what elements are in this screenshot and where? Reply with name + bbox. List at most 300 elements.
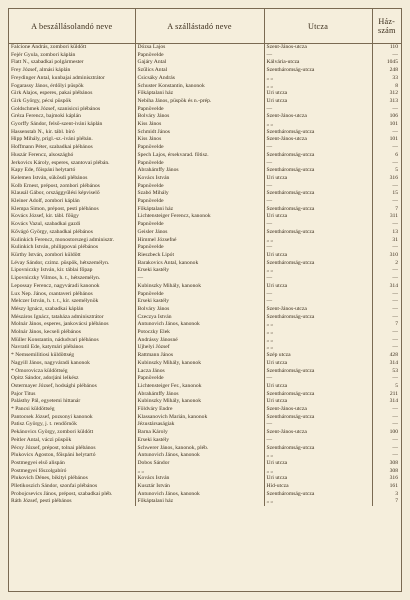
street-cell: —	[264, 198, 372, 206]
street-cell: Szentháromság-utcza	[264, 67, 372, 75]
street-cell: Úri utcza	[264, 460, 372, 468]
table-row	[9, 136, 401, 144]
guest-name-cell: Jerkovics Károly, esperes, szantovai plébán.	[9, 160, 135, 168]
table-row	[9, 321, 401, 329]
host-name-cell: Kubinszky Mihály, kanonok	[135, 398, 264, 406]
street-cell: Szentháromság-utcza	[264, 206, 372, 214]
guest-name-cell: Kovács Vazul, szabadkai gazdi	[9, 221, 135, 229]
table-row	[9, 98, 401, 106]
table-row	[9, 352, 401, 360]
host-name-cell: Főkáptalani ház	[135, 90, 264, 98]
house-number-cell: —	[392, 375, 398, 382]
street-cell: —	[264, 291, 372, 299]
host-name-cell: Kiss János	[135, 136, 264, 144]
guest-name-cell: Lepossay Ferencz, nagyváradi kanonok	[9, 283, 135, 291]
guest-name-cell: Postmegyei főszolgabíró	[9, 468, 135, 476]
street-cell: „ „	[264, 337, 372, 345]
host-name-cell: Schwerer János, kanonok, pléb.	[135, 445, 264, 453]
street-cell: Szentháromság-utcza	[264, 314, 372, 322]
table-row	[9, 275, 401, 283]
table-row	[9, 67, 401, 75]
guest-name-cell: Plletikoszich Sándor, szonfai plébános	[9, 483, 135, 491]
street-cell: —	[264, 275, 372, 283]
table-row	[9, 59, 401, 67]
guest-name-cell: Ráth József, pesti plébános	[9, 498, 135, 506]
street-cell: Szent-János-utcza	[264, 136, 372, 144]
table-row	[9, 129, 401, 137]
street-cell: —	[264, 221, 372, 229]
host-name-cell: Andrássy Jánosné	[135, 337, 264, 345]
table-row	[9, 244, 401, 252]
host-name-cell: Klassanovich Marián, kanonok	[135, 414, 264, 422]
table-row	[9, 213, 401, 221]
house-number-cell: 101	[389, 136, 398, 143]
house-number-cell: —	[392, 290, 398, 297]
guest-name-cell: Girk György, pécsi püspök	[9, 98, 135, 106]
lodging-register-table	[9, 9, 401, 506]
host-name-cell: Főkáptalani ház	[135, 206, 264, 214]
guest-name-cell: Falcione András, zombori küldött	[9, 44, 135, 52]
street-cell: —	[264, 52, 372, 60]
table-row	[9, 414, 401, 422]
host-name-cell: Kubinszky Mihály, kanonok	[135, 360, 264, 368]
house-number-cell: —	[392, 198, 398, 205]
guest-name-cell: Navratil Ede, katymári plébános	[9, 344, 135, 352]
house-number-cell: 314	[389, 359, 398, 366]
guest-name-cell: Lipovniczky István, kir. táblai főpap	[9, 267, 135, 275]
table-row	[9, 267, 401, 275]
street-cell: Híd-utcza	[264, 483, 372, 491]
table-row	[9, 175, 401, 183]
guest-name-cell: Gréza Ferencz, bajmoki káplán	[9, 113, 135, 121]
host-name-cell: Érseki kastély	[135, 267, 264, 275]
host-name-cell: Gajáry Antal	[135, 59, 264, 67]
guest-name-cell: Goldschmek József, szanisicsi plébános	[9, 106, 135, 114]
guest-name-cell: Ostermayer József, hodsághi plébános	[9, 383, 135, 391]
table-row	[9, 498, 401, 506]
guest-name-cell: Lipovniczky Vilmos, h. t., hétszemélyn.	[9, 275, 135, 283]
street-cell: —	[264, 160, 372, 168]
street-cell: Szentháromság-utcza	[264, 260, 372, 268]
guest-name-cell: Lévay Sándor, czimz. püspök, hétszemélyn.	[9, 260, 135, 268]
table-row	[9, 167, 401, 175]
house-number-cell: 5	[395, 382, 398, 389]
table-row	[9, 113, 401, 121]
street-cell: —	[264, 421, 372, 429]
guest-name-cell: Hassenstab N., kir. tábl. bíró	[9, 129, 135, 137]
house-number-cell: —	[392, 244, 398, 251]
table-row	[9, 344, 401, 352]
house-number-cell: 13	[392, 228, 398, 235]
house-number-cell: 313	[389, 97, 398, 104]
guest-name-cell: Melczer István, h. t. t., kir. személynök	[9, 298, 135, 306]
house-number-cell: —	[392, 298, 398, 305]
table-row	[9, 83, 401, 91]
table-row	[9, 460, 401, 468]
house-number-cell: 33	[392, 74, 398, 81]
street-cell: Úri utcza	[264, 98, 372, 106]
host-name-cell: Ábrahámffy János	[135, 167, 264, 175]
host-name-cell: Papnövelde	[135, 160, 264, 168]
house-number-cell: 8	[395, 82, 398, 89]
street-cell: „ „	[264, 83, 372, 91]
guest-name-cell: Klempa Simon, prépost, pesti plébános	[9, 206, 135, 214]
table-row	[9, 383, 401, 391]
house-number-cell: 248	[389, 67, 398, 74]
host-name-cell: Bolváry János	[135, 306, 264, 314]
host-name-cell: Ujhelyi József	[135, 344, 264, 352]
column-header-street: Utcza	[264, 9, 372, 44]
house-number-cell: 314	[389, 282, 398, 289]
guest-name-cell: Fejér Gyula, zombori káplán	[9, 52, 135, 60]
street-cell: „ „	[264, 329, 372, 337]
host-name-cell: Dobos Sándor	[135, 460, 264, 468]
guest-name-cell: Pajor Titus	[9, 391, 135, 399]
street-cell: Szent-János-utcza	[264, 113, 372, 121]
house-number-cell: 6	[395, 151, 398, 158]
host-name-cell: Rieszbeck Lipót	[135, 252, 264, 260]
guest-name-cell: Hoffmann Péter, szabadkai plébános	[9, 144, 135, 152]
street-cell: Szép utcza	[264, 352, 372, 360]
guest-name-cell: Mészy Ignácz, szabadkai káplán	[9, 306, 135, 314]
table-row	[9, 144, 401, 152]
host-name-cell: —	[135, 275, 264, 283]
table-row	[9, 52, 401, 60]
street-cell: —	[264, 244, 372, 252]
street-cell: Szentháromság-utcza	[264, 129, 372, 137]
guest-name-cell: Klausál Gábor, országgyűlési képviselő	[9, 190, 135, 198]
street-cell: „ „	[264, 237, 372, 245]
guest-name-cell: Fogarassy János, érdőlyi püspök	[9, 83, 135, 91]
house-number-cell: 316	[389, 475, 398, 482]
street-cell: Szentháromság-utcza	[264, 167, 372, 175]
host-name-cell: Papnövelde	[135, 106, 264, 114]
table-row	[9, 452, 401, 460]
house-number-cell: 7	[395, 205, 398, 212]
host-name-cell: Ábrahámffy János	[135, 391, 264, 399]
house-number-cell: 308	[389, 459, 398, 466]
table-row	[9, 360, 401, 368]
street-cell: „ „	[264, 452, 372, 460]
table-row	[9, 429, 401, 437]
host-name-cell: Antunovich János, kanonok	[135, 452, 264, 460]
house-number-cell: 161	[389, 483, 398, 490]
host-name-cell: Bolváry János	[135, 113, 264, 121]
host-name-cell: Barna Károly	[135, 429, 264, 437]
guest-name-cell: Kulinkich István, philippovai plébános	[9, 244, 135, 252]
host-name-cell: Antunovich János, kanonok	[135, 491, 264, 499]
host-name-cell: Szabó Mihály	[135, 190, 264, 198]
house-number-cell: —	[392, 221, 398, 228]
host-name-cell: Schuster Konstantin, kanonok	[135, 83, 264, 91]
host-name-cell: Érseki kastély	[135, 437, 264, 445]
street-cell: —	[264, 298, 372, 306]
table-row	[9, 306, 401, 314]
guest-name-cell: Hipp Mihály, prigl.-sz.-iváni plébán.	[9, 136, 135, 144]
street-cell: „ „	[264, 321, 372, 329]
guest-name-cell: Molnár János, kecseli plébános	[9, 329, 135, 337]
table-row	[9, 445, 401, 453]
house-number-cell: —	[392, 329, 398, 336]
guest-name-cell: Lux Nep. János, csantaveri plébános	[9, 291, 135, 299]
host-name-cell: Nebiha János, püspök és n.-prép.	[135, 98, 264, 106]
street-cell: Szentháromság-utcza	[264, 445, 372, 453]
house-number-cell: 100	[389, 429, 398, 436]
table-row	[9, 121, 401, 129]
house-number-header-line1: Ház-	[378, 17, 396, 26]
guest-name-cell: * Omorovicza küldöttség	[9, 368, 135, 376]
street-cell: Úri utcza	[264, 213, 372, 221]
house-number-cell: 308	[389, 467, 398, 474]
column-header-house-number	[372, 9, 401, 44]
house-number-cell: 53	[392, 367, 398, 374]
house-number-cell: —	[392, 313, 398, 320]
street-cell: —	[264, 375, 372, 383]
street-cell: —	[264, 183, 372, 191]
table-row	[9, 152, 401, 160]
street-cell: „ „	[264, 121, 372, 129]
house-number-cell: —	[392, 436, 398, 443]
table-row	[9, 391, 401, 399]
host-name-cell: Papnövelde	[135, 144, 264, 152]
house-number-cell: 314	[389, 398, 398, 405]
host-name-cell: Lichtensteiger Ferencz, kanonok	[135, 213, 264, 221]
host-name-cell: „ „	[135, 468, 264, 476]
table-row	[9, 337, 401, 345]
table-row	[9, 183, 401, 191]
guest-name-cell: Kolb Ernest, prépost, zombori plébános	[9, 183, 135, 191]
guest-name-cell: Plukovics Ágoston, főispáni helytartó	[9, 452, 135, 460]
column-header-host: A szállástadó neve	[135, 9, 264, 44]
street-cell: —	[264, 437, 372, 445]
guest-name-cell: Peitler Antal, váczi püspök	[9, 437, 135, 445]
host-name-cell: Czeczya István	[135, 314, 264, 322]
table-row	[9, 75, 401, 83]
host-name-cell: Barakovics Antal, kanonok	[135, 260, 264, 268]
table-row	[9, 229, 401, 237]
table-row	[9, 90, 401, 98]
street-cell: Úri utcza	[264, 360, 372, 368]
house-number-cell: —	[392, 128, 398, 135]
host-name-cell: Főkáptalani ház	[135, 498, 264, 506]
street-cell: Szent-János-utcza	[264, 406, 372, 414]
table-row	[9, 198, 401, 206]
guest-name-cell: Gyorffy Sándor, felső-szent-iváni káplán	[9, 121, 135, 129]
host-name-cell: Papnövelde	[135, 375, 264, 383]
street-cell: Szentháromság-utcza	[264, 414, 372, 422]
house-number-cell: 31	[392, 236, 398, 243]
street-cell: —	[264, 144, 372, 152]
house-number-cell: 101	[389, 121, 398, 128]
house-number-cell: 428	[389, 352, 398, 359]
register-page	[8, 8, 402, 592]
host-name-cell: Papnövelde	[135, 183, 264, 191]
table-body	[9, 44, 401, 507]
guest-name-cell: Plukovich Dénes, bikityi plébános	[9, 475, 135, 483]
house-number-cell: 110	[389, 44, 398, 50]
guest-name-cell: Pécsy József, prépost, tolnai plébános	[9, 445, 135, 453]
street-cell: Kálvária-utcza	[264, 59, 372, 67]
table-row	[9, 221, 401, 229]
house-number-header-line2: szám	[377, 26, 396, 35]
host-name-cell: Jézustársaságiak	[135, 421, 264, 429]
host-name-cell: Kiss János	[135, 121, 264, 129]
guest-name-cell: Kürthy István, zombori küldött	[9, 252, 135, 260]
street-cell: Szent-János-utcza	[264, 44, 372, 52]
guest-name-cell: Nagyill János, nagyváradi kanonok	[9, 360, 135, 368]
host-name-cell: Lichtensteiger Fer., kanonok	[135, 383, 264, 391]
guest-name-cell: Pantocsek József, pozsonyi kanonok	[9, 414, 135, 422]
house-number-cell: 316	[389, 174, 398, 181]
table-row	[9, 190, 401, 198]
street-cell: Szentháromság-utcza	[264, 391, 372, 399]
guest-name-cell: Opitz Sándor, adorjáni lelkész	[9, 375, 135, 383]
table-row	[9, 314, 401, 322]
table-row	[9, 329, 401, 337]
house-number-cell: —	[392, 344, 398, 351]
table-row	[9, 491, 401, 499]
host-name-cell: Dózsa Lajos	[135, 44, 264, 52]
house-number-cell: —	[392, 144, 398, 151]
guest-name-cell: Girk Alajos, esperes, pakai plébános	[9, 90, 135, 98]
guest-name-cell: * Nemsemilitiosi küldöttség	[9, 352, 135, 360]
guest-name-cell: Patisz György, j. t. rendőrnök	[9, 421, 135, 429]
host-name-cell: Kovács István	[135, 475, 264, 483]
street-cell: Szentháromság-utcza	[264, 229, 372, 237]
house-number-cell: —	[392, 159, 398, 166]
host-name-cell: Papnövelde	[135, 291, 264, 299]
guest-name-cell: Kelemen István, sükösdi plébános	[9, 175, 135, 183]
guest-name-cell: Kulinkich Ferencz, monostorszegi adminisztr.	[9, 237, 135, 245]
guest-name-cell: Kapy Ede, főispáni helytartó	[9, 167, 135, 175]
house-number-cell: —	[392, 182, 398, 189]
street-cell: Úri utcza	[264, 252, 372, 260]
table-row	[9, 421, 401, 429]
house-number-cell: —	[392, 452, 398, 459]
street-cell: „ „	[264, 75, 372, 83]
street-cell: Szentháromság-utcza	[264, 491, 372, 499]
host-name-cell: Geisler János	[135, 229, 264, 237]
street-cell: Szentháromság-utcza	[264, 368, 372, 376]
host-name-cell: Érseki kastély	[135, 298, 264, 306]
guest-name-cell: Freydinger Antal, kunbajai adminisztrátor	[9, 75, 135, 83]
house-number-cell: —	[392, 406, 398, 413]
table-row	[9, 291, 401, 299]
table-row	[9, 252, 401, 260]
table-row	[9, 398, 401, 406]
guest-name-cell: Flatt N., szabadkai polgármester	[9, 59, 135, 67]
guest-name-cell: Müller Konstantin, nádudvari plébános	[9, 337, 135, 345]
guest-name-cell: * Pancsi küldöttség	[9, 406, 135, 414]
street-cell: Úri utcza	[264, 383, 372, 391]
guest-name-cell: Kővágó György, szabadkai plébános	[9, 229, 135, 237]
house-number-cell: 1045	[386, 59, 398, 66]
house-number-cell: 312	[389, 90, 398, 97]
host-name-cell: Földváry Endre	[135, 406, 264, 414]
street-cell: —	[264, 106, 372, 114]
house-number-cell: 211	[389, 390, 398, 397]
street-cell: „ „	[264, 267, 372, 275]
street-cell: „ „	[264, 344, 372, 352]
street-cell: Úri utcza	[264, 475, 372, 483]
street-cell: „ „	[264, 498, 372, 506]
street-cell: Úri utcza	[264, 90, 372, 98]
street-cell: Szentháromság-utcza	[264, 190, 372, 198]
table-row	[9, 368, 401, 376]
host-name-cell: Szűlics Antal	[135, 67, 264, 75]
host-name-cell: Schmidt János	[135, 129, 264, 137]
guest-name-cell: Huszár Ferencz, alsoszághó	[9, 152, 135, 160]
house-number-cell: 3	[395, 490, 398, 497]
guest-name-cell: Kleiner Adolf, zombori káplán	[9, 198, 135, 206]
house-number-cell: 106	[389, 113, 398, 120]
street-cell: Szent-János-utcza	[264, 429, 372, 437]
house-number-cell: —	[392, 275, 398, 282]
house-number-cell: 2	[395, 259, 398, 266]
street-cell: Szent-János-utcza	[264, 306, 372, 314]
house-number-cell: 5	[395, 167, 398, 174]
host-name-cell: Papnövelde	[135, 198, 264, 206]
table-row	[9, 260, 401, 268]
guest-name-cell: Kovács József, kir. tábl. főügy	[9, 213, 135, 221]
house-number-cell: —	[392, 336, 398, 343]
guest-name-cell: Pekánovics György, zombori küldött	[9, 429, 135, 437]
table-row	[9, 437, 401, 445]
table-row	[9, 44, 401, 52]
table-row	[9, 298, 401, 306]
street-cell: Szentháromság-utcza	[264, 152, 372, 160]
house-number-cell: —	[392, 51, 398, 58]
street-cell: Úri utcza	[264, 175, 372, 183]
host-name-cell: Rattmann János	[135, 352, 264, 360]
guest-name-cell: Molnár János, esperes, jankovácsi plébános	[9, 321, 135, 329]
table-row	[9, 283, 401, 291]
street-cell: Úri utcza	[264, 283, 372, 291]
column-header-guest: A beszállásolandó neve	[9, 9, 135, 44]
table-row	[9, 106, 401, 114]
house-number-cell: 15	[392, 190, 398, 197]
house-number-cell: 7	[395, 498, 398, 505]
host-name-cell: Lacza János	[135, 368, 264, 376]
house-number-cell: 311	[389, 213, 398, 220]
house-number-cell: —	[392, 444, 398, 451]
guest-name-cell: Palásthy Pál, egyetemi hittanár	[9, 398, 135, 406]
table-row	[9, 237, 401, 245]
guest-name-cell: Probojcsevics János, prépost, szabadkai pléb.	[9, 491, 135, 499]
host-name-cell: Potoczky Elek	[135, 329, 264, 337]
table-row	[9, 475, 401, 483]
table-row	[9, 160, 401, 168]
host-name-cell: Kubinszky Mihály, kanonok	[135, 283, 264, 291]
house-number-cell: 7	[395, 321, 398, 328]
house-number-cell: —	[392, 267, 398, 274]
host-name-cell: Kusztár István	[135, 483, 264, 491]
host-name-cell: Papnövelde	[135, 221, 264, 229]
host-name-cell: Kovács István	[135, 175, 264, 183]
guest-name-cell: Frey József, almási káplán	[9, 67, 135, 75]
table-row	[9, 206, 401, 214]
house-number-cell: —	[392, 421, 398, 428]
house-number-cell: —	[392, 413, 398, 420]
guest-name-cell: Mészáros Ignácz, tataháza adminisztrátor	[9, 314, 135, 322]
host-name-cell: Papnövelde	[135, 52, 264, 60]
guest-name-cell: Postmegyei első alispán	[9, 460, 135, 468]
host-name-cell: Himmel Józsefné	[135, 237, 264, 245]
host-name-cell: Csicsáky András	[135, 75, 264, 83]
house-number-cell: —	[392, 105, 398, 112]
street-cell: Úri utcza	[264, 398, 372, 406]
table-row	[9, 375, 401, 383]
